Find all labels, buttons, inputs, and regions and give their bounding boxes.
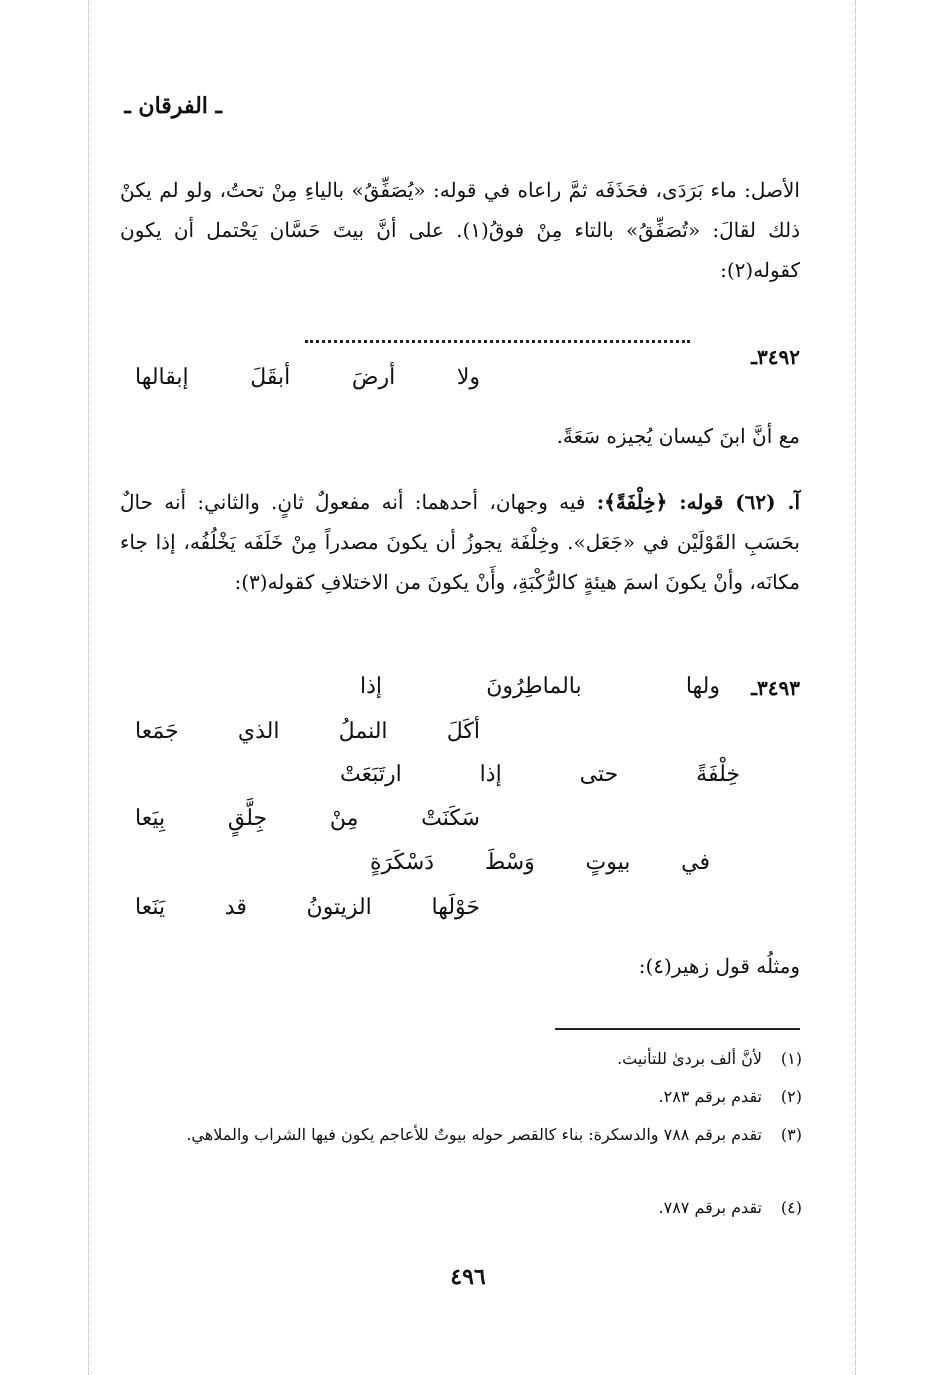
- footnote-1: [117, 1044, 802, 1073]
- footnote-number: (٣): [780, 1125, 802, 1144]
- ellipsis-dots: [305, 340, 690, 343]
- footnote-text: تقدم برقم ٧٨٨ والدسكرة: بناء كالقصر حوله بيوتٌ للأعاجم يكون فيها الشراب والملاهي.: [186, 1125, 762, 1144]
- page-number: ٤٩٦: [450, 1264, 486, 1290]
- paragraph-2: مع أنَّ ابنَ كيسان يُجيزه سَعَةً.: [556, 424, 800, 448]
- footnote-number: (١): [780, 1049, 802, 1068]
- verse-reference: آ. (٦٢) قوله: ﴿خِلْفَةً﴾:: [596, 490, 801, 514]
- paragraph-4: ومثلُه قول زهير(٤):: [638, 954, 800, 978]
- footnote-text: تقدم برقم ٧٨٧.: [658, 1198, 762, 1217]
- verse-3493-line-3: خِلْفَةً حتى إذا ارتَبَعَتْ: [340, 762, 740, 787]
- footnote-3: [117, 1120, 802, 1149]
- footnote-separator: [555, 1028, 800, 1030]
- verse-3493-line-1: ولها بالماطِرُونَ إذا: [360, 674, 720, 699]
- verse-3493-line-2: أكَلَ النملُ الذي جَمَعا: [135, 719, 480, 744]
- verse-3493-line-6: حَوْلَها الزيتونُ قد يَنَعا: [135, 895, 480, 920]
- verse-3492-hemistich: ولا أرضَ أبقَلَ إبقالها: [135, 365, 480, 390]
- verse-3493-line-4: سَكَنَتْ مِنْ جِلَّقٍ بِيَعا: [135, 806, 480, 831]
- paragraph-3-body: فيه وجهان، أحدهما: أنه مفعولٌ ثانٍ. والثاني: أنه حالٌ بحَسَبِ القَوْلَيْن في «جَعَل». وخِلْفَة يجوزُ أن يكونَ مصدراً مِنْ خَلَفَه يَخْلُفُه، إذا جاء مكانَه، وأنْ يكونَ اسمَ هيئةٍ كالرُّكْبَةِ، وأَنْ يكونَ من الاختلافِ كقوله(٣):: [120, 490, 800, 594]
- footnote-number: (٢): [780, 1087, 802, 1106]
- paragraph-1: الأصل: ماء بَرَدَى، فحَذَفَه ثمَّ راعاه في قوله: «يُصَفِّقُ» بالياءِ مِنْ تحتُ، ولو لم يكنْ ذلك لقالَ: «تُصَفِّقُ» بالتاء مِنْ فوقُ(١). على أنَّ بيتَ حَسَّان يَحْتمل أن يكون كقوله(٢):: [120, 178, 800, 282]
- paragraph-3: [120, 482, 800, 602]
- verse-number-3493: ٣٤٩٣ـ: [751, 676, 800, 700]
- footnote-text: لأنَّ ألف بردىٰ للتأنيث.: [617, 1049, 762, 1068]
- footnote-2: [117, 1082, 802, 1111]
- footnote-text: تقدم برقم ٢٨٣.: [658, 1087, 762, 1106]
- margin-guide-line: [88, 0, 89, 1375]
- margin-guide-line: [855, 0, 856, 1375]
- running-header: ـ الفرقان ـ: [124, 93, 222, 119]
- footnote-4: [117, 1193, 802, 1222]
- verse-number-3492: ٣٤٩٢ـ: [751, 345, 800, 369]
- verse-3493-line-5: في بيوتٍ وَسْطَ دَسْكَرَةٍ: [370, 850, 710, 875]
- footnote-number: (٤): [780, 1198, 802, 1217]
